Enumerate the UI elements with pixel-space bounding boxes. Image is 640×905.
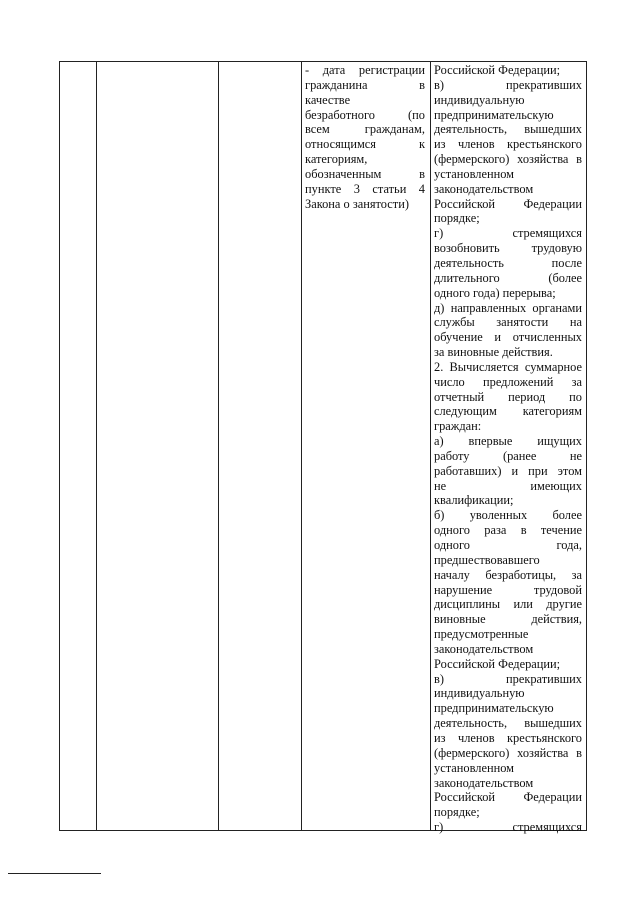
text-line: индивидуальную [434, 92, 525, 107]
text-line: работавших) и при этом [434, 463, 582, 478]
cell-col5 [434, 63, 582, 835]
text-line: предпринимательскую [434, 107, 554, 122]
text-line: работу (ранее не [434, 448, 582, 463]
col-border-6 [586, 61, 587, 831]
text-line: (фермерского) хозяйства в [434, 152, 582, 167]
data-table [59, 61, 587, 835]
col-border-3 [218, 61, 219, 831]
text-line: число предложений за [434, 374, 582, 389]
text-line: деятельность, вышедших [434, 716, 582, 731]
text-line: г) стремящихся [434, 820, 582, 835]
col-border-4 [301, 61, 302, 831]
text-line: одного года) перерыва; [434, 285, 556, 300]
text-line: установленном [434, 760, 515, 775]
text-line: отчетный период по [434, 389, 582, 404]
text-line: категориям, [305, 152, 368, 167]
text-line: нарушение трудовой [434, 582, 582, 597]
text-line: б) уволенных более [434, 508, 582, 523]
text-line: предусмотренные [434, 627, 529, 642]
text-line: установленном [434, 166, 515, 181]
text-line: за виновные действия. [434, 345, 553, 360]
table-top-border [59, 61, 587, 62]
text-line: Закона о занятости) [305, 196, 409, 211]
text-line: относящимся к [305, 137, 425, 152]
text-line: предпринимательскую [434, 701, 554, 716]
text-line: д) направленных органами [434, 300, 582, 315]
text-line: виновные действия, [434, 612, 582, 627]
text-line: законодательством [434, 181, 534, 196]
text-line: длительного (более [434, 270, 582, 285]
text-line: деятельность, вышедших [434, 122, 582, 137]
text-line: в) прекративших [434, 77, 582, 92]
text-line: порядке; [434, 211, 480, 226]
text-line: одного раза в течение [434, 523, 582, 538]
text-line: безработного (по [305, 107, 425, 122]
col-border-5 [430, 61, 431, 831]
text-line: одного года, [434, 538, 582, 552]
text-line: г) стремящихся [434, 226, 582, 241]
text-line: индивидуальную [434, 686, 525, 701]
text-line: а) впервые ищущих [434, 434, 582, 449]
text-line: из членов крестьянского [434, 137, 582, 152]
text-line: законодательством [434, 775, 534, 790]
text-line: Российской Федерации; [434, 656, 561, 671]
text-line: дисциплины или другие [434, 597, 582, 612]
text-line: 2. Вычисляется суммарное [434, 359, 582, 374]
text-line: возобновить трудовую [434, 241, 582, 256]
text-line: законодательством [434, 641, 534, 656]
text-line: всем гражданам, [305, 122, 425, 137]
cell-col4 [305, 63, 425, 211]
text-line: деятельность после [434, 255, 582, 270]
text-line: гражданина в [305, 77, 425, 92]
col-border-2 [96, 61, 97, 831]
text-line: предшествовавшего [434, 552, 540, 567]
text-line: Российской Федерации; [434, 63, 561, 77]
text-line: началу безработицы, за [434, 567, 582, 582]
text-line: обозначенным в [305, 166, 425, 181]
text-line: квалификации; [434, 493, 514, 508]
text-line: порядке; [434, 805, 480, 820]
footnote-separator [8, 873, 101, 874]
text-line: обучение и отчисленных [434, 330, 582, 345]
text-line: Российской Федерации [434, 790, 582, 805]
col-border-1 [59, 61, 60, 831]
text-line: службы занятости на [434, 315, 582, 330]
text-line: в) прекративших [434, 671, 582, 686]
text-line: пункте 3 статьи 4 [305, 181, 425, 196]
text-line: - дата регистрации [305, 63, 425, 77]
text-line: следующим категориям [434, 404, 582, 419]
text-line: качестве [305, 92, 351, 107]
text-line: из членов крестьянского [434, 730, 582, 745]
text-line: Российской Федерации [434, 196, 582, 211]
text-line: (фермерского) хозяйства в [434, 745, 582, 760]
text-line: не имеющих [434, 478, 582, 493]
text-line: граждан: [434, 419, 482, 434]
